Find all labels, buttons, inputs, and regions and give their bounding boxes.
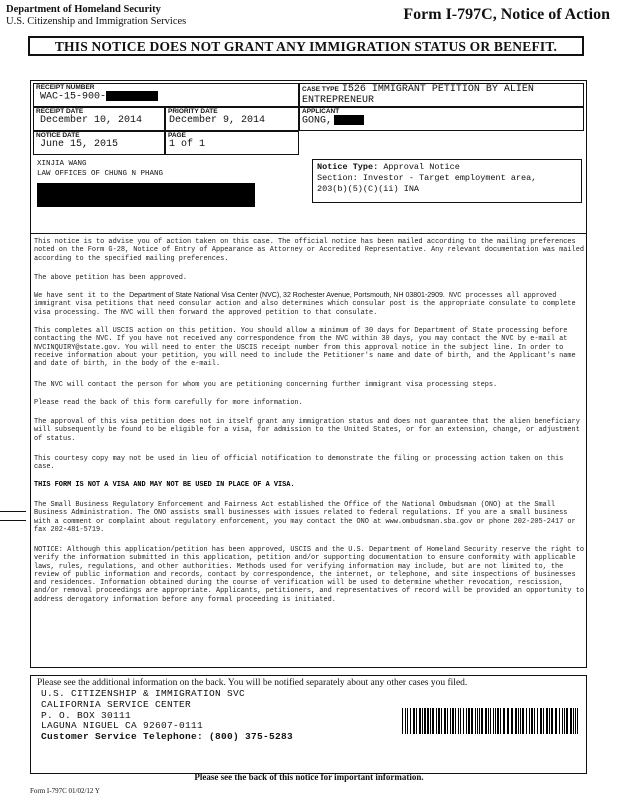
receipt-number-value: WAC-15-900- <box>40 91 107 103</box>
notice-type-box <box>312 159 582 203</box>
paragraph-uscis-complete: This completes all USCIS action on this petition. You should allow a minimum of 30 days for Department of State processing before contacting the NVC. If you have not received any correspondence from the NVC within 30 days, you may contact the NVC by e-mail at NVCINQUIRY@state.gov. You will need to enter the USCIS receipt number from this approval notice in the subject line. In order to receive information about your petition, you will need to include the Petitioner's name and date of birth, and the Applicant's name and date of birth, in the body of the e-mail. <box>34 327 576 369</box>
paragraph-nvc-contact: The NVC will contact the person for whom you are petitioning concerning further immigrant visa processing steps. <box>34 381 498 389</box>
applicant-label: APPLICANT <box>302 108 340 115</box>
case-type-label: CASE TYPE <box>302 86 339 93</box>
additional-info-note: Please see the additional information on the back. You will be notified separately about any other cases you filed. <box>37 678 468 688</box>
nvc-pre: We have sent it to the <box>34 292 130 300</box>
status-disclaimer-banner: THIS NOTICE DOES NOT GRANT ANY IMMIGRATION STATUS OR BENEFIT. <box>28 36 584 56</box>
paragraph-read-back: Please read the back of this form carefully for more information. <box>34 399 303 407</box>
address-line4: LAGUNA NIGUEL CA 92607-0111 <box>41 720 204 732</box>
not-visa-text: THIS FORM IS NOT A VISA AND MAY NOT BE USED IN PLACE OF A VISA. <box>34 481 295 489</box>
paragraph-verification-notice: NOTICE: Although this application/petition has been approved, USCIS and the U.S. Department of Homeland Security reserve the right to verify the information submitted in this application, petition and/or supporting documentation to ensure conformity with applicable laws, rules, regulations, and other authorities. Methods used for verifying information may include, but are not limited to, the review of public information and records, contact by correspondence, the internet, or telephone, and site inspections of businesses and residences. Information obtained during the course of verification will be used to determine whether revocation, rescission, and/or removal proceedings are appropriate. Applicants, petitioners, and representatives of record will be provided an opportunity to address derogatory information before any formal proceeding is initiated. <box>34 546 584 604</box>
notice-date-label: NOTICE DATE <box>36 132 80 139</box>
paragraph-courtesy-copy: This courtesy copy may not be used in lieu of official notification to demonstrate the filing or processing action taken on this case. <box>34 455 564 472</box>
paragraph-not-visa <box>34 481 584 489</box>
address-line2: CALIFORNIA SERVICE CENTER <box>41 698 192 710</box>
notice-section-line1: Section: Investor - Target employment area, <box>317 173 537 183</box>
notice-type-value: Approval Notice <box>383 162 460 172</box>
footer-form-id: Form I-797C 01/02/12 Y <box>30 787 100 795</box>
addressee-firm: LAW OFFICES OF CHUNG N PHANG <box>37 170 164 178</box>
paragraph-approval-scope: The approval of this visa petition does not in itself grant any immigration status and does not guarantee that the alien beneficiary will subsequently be found to be eligible for a visa, for admission to the United States, or for an extension, change, or adjustment of status. <box>34 418 580 443</box>
agency-block <box>6 4 186 28</box>
nvc-address: Department of State National Visa Center (NVC), 32 Rochester Avenue, Portsmouth, NH 03801-2909. <box>129 292 445 299</box>
notice-section-line2: 203(b)(5)(C)(ii) INA <box>317 184 420 194</box>
case-type-cell <box>299 83 584 107</box>
notice-date-value: June 15, 2015 <box>40 139 119 150</box>
applicant-value: GONG, <box>302 115 333 127</box>
notice-date-cell <box>33 131 165 155</box>
paragraph-ombudsman: The Small Business Regulatory Enforcement and Fairness Act established the Office of the National Ombudsman (ONO) at the Small Business Administration. The ONO assists small businesses with issues related to federal regulations. If you are a small business with a comment or complaint about regulatory enforcement, you may contact the ONO at www.ombudsman.sba.gov or phone 202-205-2417 or fax 202-481-5719. <box>34 501 576 534</box>
paragraph-advisory: This notice is to advise you of action taken on this case. The official notice has been mailed according to the mailing preferences noted on the Form G-28, Notice of Entry of Appearance as Attorney or Accredited Representative. Any relevant documentation was mailed according to the specified mailing preferences. <box>34 238 584 263</box>
page-cell <box>165 131 299 155</box>
margin-tick <box>0 520 26 521</box>
customer-service-phone: Customer Service Telephone: (800) 375-5283 <box>41 731 294 743</box>
case-type-value-line1: I526 IMMIGRANT PETITION BY ALIEN <box>341 84 534 95</box>
addressee-block <box>37 159 255 207</box>
receipt-date-cell <box>33 107 165 131</box>
receipt-date-label: RECEIPT DATE <box>36 108 84 115</box>
address-line3: P. O. BOX 30111 <box>41 709 132 721</box>
return-address-box <box>30 675 587 774</box>
paragraph-approved: The above petition has been approved. <box>34 274 187 282</box>
applicant-cell <box>299 107 584 131</box>
notice-type-label: Notice Type: <box>317 162 379 172</box>
page-value: 1 of 1 <box>169 139 206 150</box>
uscis-address <box>41 689 293 743</box>
margin-tick <box>0 511 26 512</box>
addressee-name: XINJIA WANG <box>37 160 87 168</box>
receipt-date-value: December 10, 2014 <box>40 115 143 126</box>
priority-date-label: PRIORITY DATE <box>168 108 218 115</box>
receipt-number-cell <box>33 83 299 107</box>
redaction-applicant <box>334 115 364 125</box>
redaction-receipt <box>106 91 158 101</box>
address-line1: U.S. CITIZENSHIP & IMMIGRATION SVC <box>41 688 246 699</box>
priority-date-cell <box>165 107 299 131</box>
receipt-number-label: RECEIPT NUMBER <box>36 84 95 91</box>
body-divider <box>31 233 586 234</box>
agency-department: Department of Homeland Security <box>6 4 161 15</box>
page-label: PAGE <box>168 132 186 139</box>
case-type-value-line2: ENTREPRENEUR <box>302 95 375 106</box>
barcode <box>402 708 580 734</box>
footer-back-notice: Please see the back of this notice for important information. <box>194 772 424 782</box>
redaction-address <box>37 183 255 207</box>
agency-uscis: U.S. Citizenship and Immigration Services <box>6 16 187 27</box>
priority-date-value: December 9, 2014 <box>169 115 266 126</box>
nvc-post: NVC processes all approved immigrant visa petitions that need consular action and also determines which consular post is the appropriate consulate to complete visa processing. The NVC will then forward the approved petition to that consulate. <box>34 292 576 317</box>
form-title: Form I-797C, Notice of Action <box>403 6 610 23</box>
paragraph-nvc <box>34 292 584 317</box>
